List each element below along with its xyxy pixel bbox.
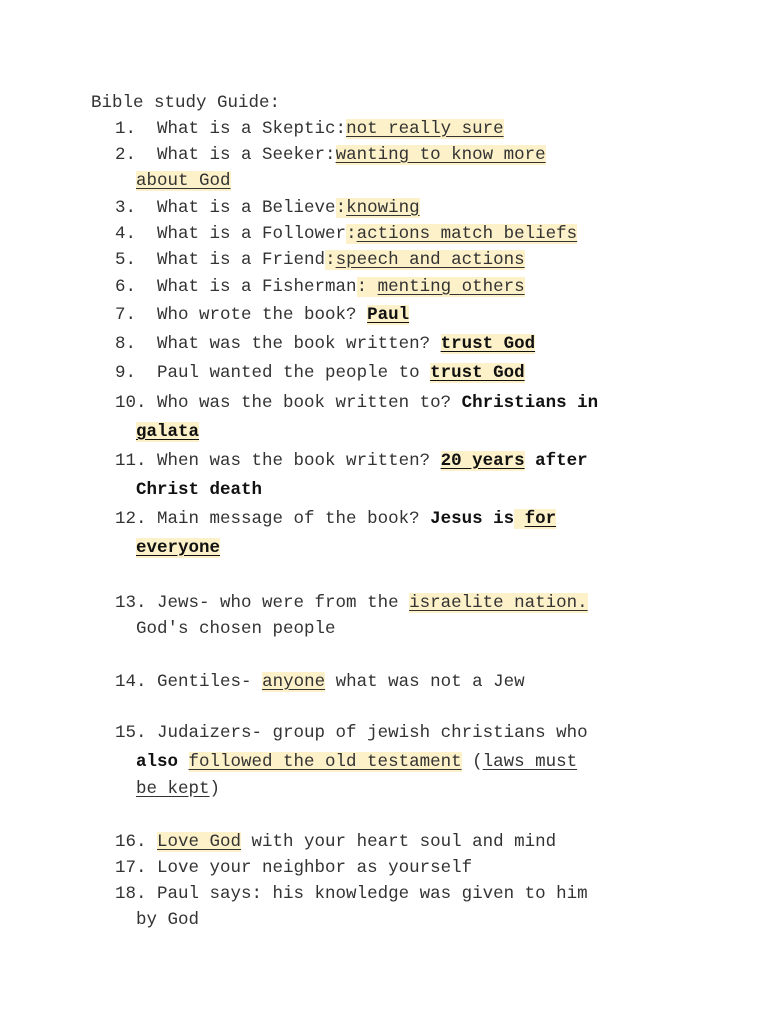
list-item	[115, 333, 535, 355]
item-answer-prefix: :	[335, 198, 347, 218]
item-number: 4.	[115, 224, 137, 244]
item-question: Judaizers- group of jewish christians who	[157, 723, 588, 743]
item-number: 17.	[115, 858, 147, 878]
item-question: Paul wanted the people to	[157, 363, 431, 383]
item-number: 5.	[115, 250, 137, 270]
item-bold-answer: Jesus is	[430, 509, 515, 529]
item-answer-prefix: :	[346, 224, 357, 244]
item-answer: for	[524, 509, 557, 529]
list-item-continuation	[136, 778, 220, 800]
item-question: What was the book written?	[157, 334, 441, 354]
item-number: 6.	[115, 277, 137, 297]
item-question: Gentiles-	[157, 672, 263, 692]
paren-open: (	[461, 752, 483, 772]
item-number: 1.	[115, 119, 137, 139]
item-answer: about God	[136, 171, 231, 191]
item-bold-answer: Christians in	[461, 393, 599, 413]
item-answer: knowing	[346, 198, 420, 218]
list-item-continuation	[136, 537, 220, 559]
item-question: Paul says: his knowledge was given to him	[157, 884, 588, 904]
list-item	[115, 118, 504, 140]
item-bold-answer: Christ death	[136, 480, 263, 500]
item-number: 9.	[115, 363, 137, 383]
item-answer: anyone	[262, 672, 326, 692]
list-item-continuation	[136, 479, 262, 501]
item-bold-answer: after	[524, 451, 588, 471]
list-item	[115, 362, 525, 384]
list-item	[115, 197, 420, 219]
item-answer-prefix	[514, 509, 525, 529]
list-item	[115, 144, 546, 166]
item-question: What is a Skeptic:	[157, 119, 347, 139]
item-number: 8.	[115, 334, 137, 354]
item-answer: speech and actions	[335, 250, 525, 270]
list-item	[115, 831, 556, 853]
item-number: 15.	[115, 723, 147, 743]
item-question: Who was the book written to?	[157, 393, 462, 413]
item-answer: 20 years	[440, 451, 525, 471]
item-underlined: laws must	[482, 752, 578, 772]
list-item	[115, 722, 588, 744]
guide-title: Bible study Guide:	[91, 93, 281, 113]
item-question: What is a Friend	[157, 250, 326, 270]
item-underlined: be kept	[136, 779, 210, 799]
item-number: 16.	[115, 832, 147, 852]
item-answer: followed the old testament	[188, 752, 462, 772]
item-answer-prefix: :	[356, 277, 378, 297]
item-number: 3.	[115, 198, 137, 218]
item-bold-answer: also	[136, 752, 179, 772]
item-number: 18.	[115, 884, 147, 904]
paren-close: )	[209, 779, 221, 799]
item-question: What is a Fisherman	[157, 277, 357, 297]
list-item-continuation: by God	[136, 910, 200, 930]
item-question: Main message of the book?	[157, 509, 431, 529]
list-item	[115, 276, 525, 298]
item-answer-prefix: :	[325, 250, 336, 270]
item-number: 12.	[115, 509, 147, 529]
item-number: 14.	[115, 672, 147, 692]
item-question: Love your neighbor as yourself	[157, 858, 473, 878]
list-item	[115, 671, 525, 693]
list-item	[115, 592, 588, 614]
list-item-continuation	[136, 751, 577, 773]
list-item-continuation	[136, 170, 231, 192]
item-answer: Love God	[157, 832, 242, 852]
item-question: What is a Believe	[157, 198, 336, 218]
item-question: What is a Follower	[157, 224, 347, 244]
list-item-continuation: God's chosen people	[136, 619, 336, 639]
item-answer: trust God	[440, 334, 536, 354]
list-item	[115, 857, 472, 879]
list-item	[115, 304, 409, 326]
list-item	[115, 883, 588, 905]
item-answer: menting others	[377, 277, 525, 297]
item-number: 11.	[115, 451, 147, 471]
item-number: 13.	[115, 593, 147, 613]
item-answer: galata	[136, 422, 200, 442]
item-answer: not really sure	[346, 119, 504, 139]
item-text-after: with your heart soul and mind	[241, 832, 557, 852]
list-item	[115, 223, 577, 245]
item-number: 7.	[115, 305, 137, 325]
list-item	[115, 450, 588, 472]
item-answer: israelite nation.	[409, 593, 588, 613]
item-answer: Paul	[367, 305, 410, 325]
list-item-continuation	[136, 421, 199, 443]
list-item	[115, 249, 525, 271]
item-answer: wanting to know more	[335, 145, 546, 165]
item-question: Jews- who were from the	[157, 593, 410, 613]
list-item	[115, 392, 598, 414]
item-number: 2.	[115, 145, 137, 165]
item-question: What is a Seeker:	[157, 145, 336, 165]
item-answer: actions match beliefs	[356, 224, 578, 244]
item-question: Who wrote the book?	[157, 305, 368, 325]
item-text-after: what was not a Jew	[325, 672, 525, 692]
list-item	[115, 508, 556, 530]
item-number: 10.	[115, 393, 147, 413]
item-answer: trust God	[430, 363, 525, 383]
item-answer: everyone	[136, 538, 221, 558]
item-question: When was the book written?	[157, 451, 441, 471]
